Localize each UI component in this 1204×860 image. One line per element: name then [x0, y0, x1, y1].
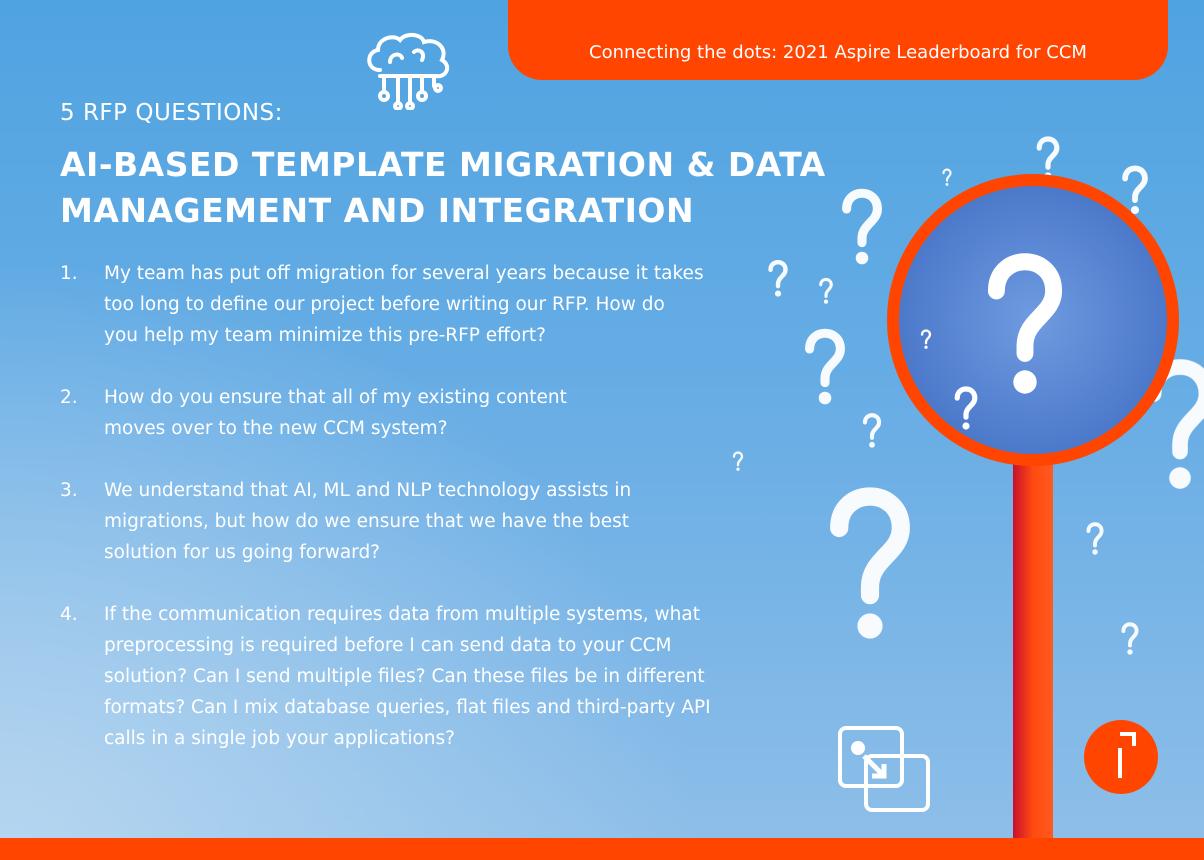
list-item [60, 382, 740, 444]
logo-mark-icon [1084, 720, 1158, 794]
item-text: My team has put off migration for several years because it takes too long to define our project before writing our RFP. How do you help my team minimize this pre-RFP effort? [104, 263, 704, 346]
header-banner [508, 0, 1168, 80]
expand-icon[interactable] [836, 724, 932, 814]
list-item [60, 475, 740, 568]
item-text: If the communication requires data from multiple systems, what preprocessing is required before I can send data to your CCM solution? Can I send multiple files? Can these files be in different formats? Can I mix database queries, flat files and third-party API calls in a single job your applications? [104, 604, 711, 749]
item-number: 1. [60, 263, 78, 284]
ai-brain-icon [360, 30, 456, 110]
banner-text: Connecting the dots: 2021 Aspire Leaderboard for CCM [589, 41, 1087, 63]
item-text: How do you ensure that all of my existing content moves over to the new CCM system? [104, 387, 567, 439]
item-number: 2. [60, 387, 78, 408]
item-number: 4. [60, 604, 78, 625]
item-text: We understand that AI, ML and NLP technology assists in migrations, but how do we ensure that we have the best solution for us going forward? [104, 480, 632, 563]
list-item [60, 599, 740, 754]
item-number: 3. [60, 480, 78, 501]
question-list [60, 258, 740, 785]
list-item [60, 258, 740, 351]
page-title: AI-BASED TEMPLATE MIGRATION & DATA MANAGEMENT AND INTEGRATION [60, 145, 826, 230]
subtitle: 5 RFP QUESTIONS: [60, 100, 283, 126]
brand-logo [1084, 720, 1158, 794]
footer-bar [0, 838, 1204, 860]
